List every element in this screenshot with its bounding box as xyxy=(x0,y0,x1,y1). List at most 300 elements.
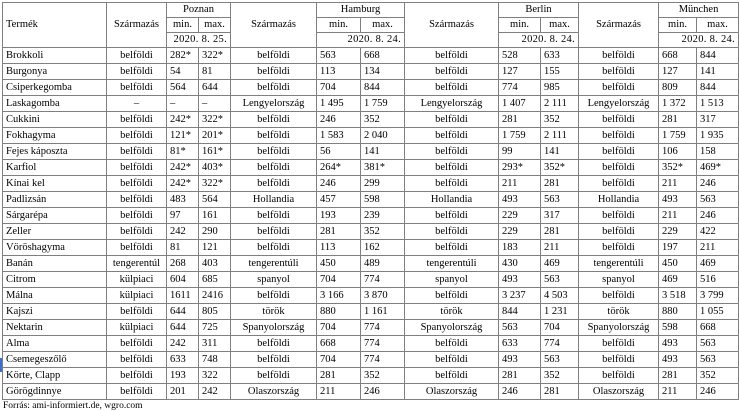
origin-cell: belföldi xyxy=(107,64,167,80)
origin-cell: belföldi xyxy=(405,128,499,144)
origin-cell: belföldi xyxy=(579,128,659,144)
max-price-cell: 352 xyxy=(541,112,579,128)
min-price-cell: 1 407 xyxy=(499,96,541,112)
max-price-cell: 985 xyxy=(541,80,579,96)
origin-cell: belföldi xyxy=(579,224,659,240)
max-price-cell: 242 xyxy=(199,384,231,400)
origin-cell: török xyxy=(405,304,499,320)
min-price-cell: 352* xyxy=(659,160,697,176)
max-price-cell: 352 xyxy=(697,368,739,384)
product-name: Málna xyxy=(3,288,107,304)
min-price-cell: 242* xyxy=(167,112,199,128)
max-price-cell: 469* xyxy=(697,160,739,176)
source-note: Forrás: ami-informiert.de, wgro.com xyxy=(3,401,143,411)
price-table xyxy=(2,2,739,400)
min-price-cell: 1 759 xyxy=(659,128,697,144)
min-price-cell: 704 xyxy=(317,80,361,96)
table-row xyxy=(3,304,739,320)
header-origin-poznan: Származás xyxy=(107,3,167,48)
table-row xyxy=(3,128,739,144)
origin-cell: belföldi xyxy=(579,80,659,96)
max-price-cell: 774 xyxy=(541,336,579,352)
origin-cell: Hollandia xyxy=(231,192,317,208)
max-price-cell: 2 111 xyxy=(541,128,579,144)
min-price-cell: 644 xyxy=(167,304,199,320)
origin-cell: belföldi xyxy=(107,208,167,224)
origin-cell: belföldi xyxy=(107,144,167,160)
origin-cell: belföldi xyxy=(579,352,659,368)
table-row xyxy=(3,272,739,288)
max-price-cell: 598 xyxy=(361,192,405,208)
min-price-cell: 281 xyxy=(659,112,697,128)
origin-cell: Spanyolország xyxy=(579,320,659,336)
min-price-cell: 844 xyxy=(499,304,541,320)
max-price-cell: 155 xyxy=(541,64,579,80)
table-row xyxy=(3,336,739,352)
origin-cell: Spanyolország xyxy=(231,320,317,336)
max-price-cell: 381* xyxy=(361,160,405,176)
min-price-cell: 281 xyxy=(659,368,697,384)
max-price-cell: 281 xyxy=(541,224,579,240)
min-price-cell: 193 xyxy=(167,368,199,384)
origin-cell: spanyol xyxy=(405,272,499,288)
origin-cell: belföldi xyxy=(579,336,659,352)
max-price-cell: 844 xyxy=(361,80,405,96)
product-name: Alma xyxy=(3,336,107,352)
min-price-cell: 704 xyxy=(317,320,361,336)
max-price-cell: 352 xyxy=(361,368,405,384)
max-price-cell: 564 xyxy=(199,192,231,208)
max-price-cell: 1 935 xyxy=(697,128,739,144)
min-price-cell: 81 xyxy=(167,240,199,256)
min-price-cell: 282* xyxy=(167,48,199,64)
table-row xyxy=(3,368,739,384)
min-price-cell: 264* xyxy=(317,160,361,176)
min-price-cell: 56 xyxy=(317,144,361,160)
max-price-cell: 1 513 xyxy=(697,96,739,112)
origin-cell: belföldi xyxy=(231,240,317,256)
max-price-cell: 644 xyxy=(199,80,231,96)
origin-cell: spanyol xyxy=(579,272,659,288)
table-row xyxy=(3,112,739,128)
origin-cell: belföldi xyxy=(107,384,167,400)
price-table-container xyxy=(2,2,736,411)
min-price-cell: 1 372 xyxy=(659,96,697,112)
origin-cell: belföldi xyxy=(107,240,167,256)
origin-cell: Hollandia xyxy=(405,192,499,208)
header-max: max. xyxy=(199,18,231,33)
min-price-cell: 229 xyxy=(499,224,541,240)
max-price-cell: 422 xyxy=(697,224,739,240)
table-row xyxy=(3,160,739,176)
min-price-cell: 211 xyxy=(659,384,697,400)
header-origin-hamburg: Származás xyxy=(231,3,317,48)
min-price-cell: 3 518 xyxy=(659,288,697,304)
min-price-cell: 281 xyxy=(317,368,361,384)
max-price-cell: 403* xyxy=(199,160,231,176)
header-row-city xyxy=(3,3,739,18)
table-row xyxy=(3,320,739,336)
min-price-cell: 493 xyxy=(499,272,541,288)
max-price-cell: 563 xyxy=(541,352,579,368)
max-price-cell: 352 xyxy=(541,368,579,384)
max-price-cell: 134 xyxy=(361,64,405,80)
max-price-cell: 121 xyxy=(199,240,231,256)
origin-cell: belföldi xyxy=(579,368,659,384)
product-name: Citrom xyxy=(3,272,107,288)
origin-cell: belföldi xyxy=(107,336,167,352)
max-price-cell: 201* xyxy=(199,128,231,144)
header-max: max. xyxy=(697,18,739,33)
max-price-cell: 3 870 xyxy=(361,288,405,304)
min-price-cell: 193 xyxy=(317,208,361,224)
product-name: Csemegeszőlő xyxy=(3,352,107,368)
min-price-cell: 469 xyxy=(659,272,697,288)
city-berlin: Berlin xyxy=(499,3,579,18)
origin-cell: Olaszország xyxy=(405,384,499,400)
min-price-cell: 113 xyxy=(317,240,361,256)
product-name: Karfiol xyxy=(3,160,107,176)
min-price-cell: 493 xyxy=(499,192,541,208)
max-price-cell: 317 xyxy=(697,112,739,128)
table-row xyxy=(3,224,739,240)
min-price-cell: 774 xyxy=(499,80,541,96)
origin-cell: belföldi xyxy=(231,160,317,176)
product-name: Banán xyxy=(3,256,107,272)
product-name: Csiperkegomba xyxy=(3,80,107,96)
min-price-cell: 880 xyxy=(317,304,361,320)
product-name: Fejes káposzta xyxy=(3,144,107,160)
min-price-cell: 528 xyxy=(499,48,541,64)
max-price-cell: 1 161 xyxy=(361,304,405,320)
min-price-cell: 81* xyxy=(167,144,199,160)
min-price-cell: 268 xyxy=(167,256,199,272)
origin-cell: belföldi xyxy=(579,176,659,192)
min-price-cell: 633 xyxy=(167,352,199,368)
max-price-cell: 158 xyxy=(697,144,739,160)
min-price-cell: 281 xyxy=(317,224,361,240)
date-hamburg: 2020. 8. 24. xyxy=(317,33,405,48)
product-name: Laskagomba xyxy=(3,96,107,112)
max-price-cell: 774 xyxy=(361,272,405,288)
max-price-cell: 161* xyxy=(199,144,231,160)
max-price-cell: 1 759 xyxy=(361,96,405,112)
max-price-cell: 239 xyxy=(361,208,405,224)
origin-cell: belföldi xyxy=(107,368,167,384)
product-name: Görögdinnye xyxy=(3,384,107,400)
max-price-cell: 844 xyxy=(697,80,739,96)
origin-cell: Olaszország xyxy=(231,384,317,400)
origin-cell: Lengyelország xyxy=(405,96,499,112)
max-price-cell: 322* xyxy=(199,176,231,192)
origin-cell: belföldi xyxy=(405,336,499,352)
min-price-cell: 197 xyxy=(659,240,697,256)
min-price-cell: 246 xyxy=(499,384,541,400)
max-price-cell: 2 111 xyxy=(541,96,579,112)
max-price-cell: 352 xyxy=(361,112,405,128)
min-price-cell: 598 xyxy=(659,320,697,336)
max-price-cell: 4 503 xyxy=(541,288,579,304)
max-price-cell: 322 xyxy=(199,368,231,384)
min-price-cell: 493 xyxy=(659,352,697,368)
min-price-cell: 201 xyxy=(167,384,199,400)
city-poznan: Poznan xyxy=(167,3,231,18)
min-price-cell: 127 xyxy=(499,64,541,80)
origin-cell: tengerentúli xyxy=(579,256,659,272)
product-name: Cukkini xyxy=(3,112,107,128)
max-price-cell: 668 xyxy=(697,320,739,336)
max-price-cell: 489 xyxy=(361,256,405,272)
city-hamburg: Hamburg xyxy=(317,3,405,18)
max-price-cell: 748 xyxy=(199,352,231,368)
max-price-cell: 774 xyxy=(361,336,405,352)
origin-cell: belföldi xyxy=(405,224,499,240)
origin-cell: belföldi xyxy=(579,288,659,304)
max-price-cell: 3 799 xyxy=(697,288,739,304)
product-name: Brokkoli xyxy=(3,48,107,64)
min-price-cell: 564 xyxy=(167,80,199,96)
table-row xyxy=(3,144,739,160)
origin-cell: belföldi xyxy=(231,208,317,224)
origin-cell: belföldi xyxy=(231,112,317,128)
max-price-cell: 704 xyxy=(541,320,579,336)
max-price-cell: 1 231 xyxy=(541,304,579,320)
product-name: Burgonya xyxy=(3,64,107,80)
table-row xyxy=(3,80,739,96)
header-max: max. xyxy=(361,18,405,33)
origin-cell: tengerentúli xyxy=(231,256,317,272)
min-price-cell: 211 xyxy=(499,176,541,192)
origin-cell: török xyxy=(231,304,317,320)
text-cursor xyxy=(0,358,2,372)
origin-cell: belföldi xyxy=(231,64,317,80)
origin-cell: belföldi xyxy=(405,352,499,368)
max-price-cell: 563 xyxy=(541,192,579,208)
origin-cell: belföldi xyxy=(107,160,167,176)
origin-cell: belföldi xyxy=(405,160,499,176)
table-row xyxy=(3,208,739,224)
max-price-cell: 469 xyxy=(697,256,739,272)
product-name: Kínai kel xyxy=(3,176,107,192)
origin-cell: belföldi xyxy=(107,304,167,320)
min-price-cell: 1 759 xyxy=(499,128,541,144)
origin-cell: Lengyelország xyxy=(231,96,317,112)
origin-cell: külpiaci xyxy=(107,288,167,304)
origin-cell: Spanyolország xyxy=(405,320,499,336)
max-price-cell: 774 xyxy=(361,320,405,336)
min-price-cell: 704 xyxy=(317,352,361,368)
max-price-cell: 685 xyxy=(199,272,231,288)
min-price-cell: – xyxy=(167,96,199,112)
date-berlin: 2020. 8. 24. xyxy=(499,33,579,48)
max-price-cell: 317 xyxy=(541,208,579,224)
min-price-cell: 450 xyxy=(659,256,697,272)
max-price-cell: 563 xyxy=(697,192,739,208)
product-name: Kajszi xyxy=(3,304,107,320)
min-price-cell: 229 xyxy=(659,224,697,240)
max-price-cell: 774 xyxy=(361,352,405,368)
origin-cell: külpiaci xyxy=(107,272,167,288)
min-price-cell: 1 495 xyxy=(317,96,361,112)
max-price-cell: 81 xyxy=(199,64,231,80)
min-price-cell: 809 xyxy=(659,80,697,96)
origin-cell: belföldi xyxy=(107,352,167,368)
min-price-cell: 246 xyxy=(317,112,361,128)
origin-cell: belföldi xyxy=(405,144,499,160)
min-price-cell: 183 xyxy=(499,240,541,256)
origin-cell: belföldi xyxy=(579,240,659,256)
table-row xyxy=(3,64,739,80)
origin-cell: belföldi xyxy=(579,144,659,160)
product-name: Körte, Clapp xyxy=(3,368,107,384)
min-price-cell: 483 xyxy=(167,192,199,208)
product-name: Nektarin xyxy=(3,320,107,336)
min-price-cell: 493 xyxy=(659,336,697,352)
product-name: Padlizsán xyxy=(3,192,107,208)
max-price-cell: 1 055 xyxy=(697,304,739,320)
date-poznan: 2020. 8. 25. xyxy=(167,33,231,48)
min-price-cell: 106 xyxy=(659,144,697,160)
origin-cell: török xyxy=(579,304,659,320)
origin-cell: belföldi xyxy=(231,224,317,240)
max-price-cell: 2 040 xyxy=(361,128,405,144)
min-price-cell: 704 xyxy=(317,272,361,288)
min-price-cell: 211 xyxy=(659,176,697,192)
origin-cell: belföldi xyxy=(231,48,317,64)
max-price-cell: 290 xyxy=(199,224,231,240)
origin-cell: belföldi xyxy=(405,208,499,224)
table-row xyxy=(3,192,739,208)
city-munchen: München xyxy=(659,3,739,18)
header-origin-munchen: Származás xyxy=(579,3,659,48)
table-row xyxy=(3,96,739,112)
min-price-cell: 430 xyxy=(499,256,541,272)
origin-cell: Lengyelország xyxy=(579,96,659,112)
table-row xyxy=(3,48,739,64)
table-row xyxy=(3,384,739,400)
origin-cell: belföldi xyxy=(231,288,317,304)
origin-cell: belföldi xyxy=(107,48,167,64)
min-price-cell: 880 xyxy=(659,304,697,320)
origin-cell: belföldi xyxy=(405,112,499,128)
origin-cell: belföldi xyxy=(405,288,499,304)
max-price-cell: 322* xyxy=(199,48,231,64)
min-price-cell: 281 xyxy=(499,112,541,128)
min-price-cell: 563 xyxy=(499,320,541,336)
max-price-cell: 469 xyxy=(541,256,579,272)
min-price-cell: 211 xyxy=(317,384,361,400)
min-price-cell: 229 xyxy=(499,208,541,224)
min-price-cell: 3 166 xyxy=(317,288,361,304)
min-price-cell: 668 xyxy=(659,48,697,64)
table-row xyxy=(3,256,739,272)
origin-cell: belföldi xyxy=(579,208,659,224)
max-price-cell: 141 xyxy=(541,144,579,160)
origin-cell: belföldi xyxy=(405,80,499,96)
header-min: min. xyxy=(317,18,361,33)
max-price-cell: 211 xyxy=(541,240,579,256)
origin-cell: – xyxy=(107,96,167,112)
min-price-cell: 1611 xyxy=(167,288,199,304)
origin-cell: belföldi xyxy=(107,80,167,96)
header-min: min. xyxy=(499,18,541,33)
max-price-cell: 805 xyxy=(199,304,231,320)
origin-cell: belföldi xyxy=(579,48,659,64)
max-price-cell: 563 xyxy=(697,336,739,352)
min-price-cell: 242* xyxy=(167,176,199,192)
origin-cell: belföldi xyxy=(405,368,499,384)
max-price-cell: 141 xyxy=(361,144,405,160)
max-price-cell: 844 xyxy=(697,48,739,64)
max-price-cell: 246 xyxy=(697,384,739,400)
origin-cell: belföldi xyxy=(579,112,659,128)
max-price-cell: – xyxy=(199,96,231,112)
header-min: min. xyxy=(659,18,697,33)
max-price-cell: 141 xyxy=(697,64,739,80)
origin-cell: Hollandia xyxy=(579,192,659,208)
min-price-cell: 3 237 xyxy=(499,288,541,304)
min-price-cell: 563 xyxy=(317,48,361,64)
origin-cell: belföldi xyxy=(231,352,317,368)
header-origin-berlin: Származás xyxy=(405,3,499,48)
min-price-cell: 242 xyxy=(167,224,199,240)
origin-cell: belföldi xyxy=(405,240,499,256)
product-name: Fokhagyma xyxy=(3,128,107,144)
max-price-cell: 563 xyxy=(541,272,579,288)
min-price-cell: 97 xyxy=(167,208,199,224)
min-price-cell: 127 xyxy=(659,64,697,80)
max-price-cell: 246 xyxy=(697,176,739,192)
origin-cell: belföldi xyxy=(231,144,317,160)
table-row xyxy=(3,240,739,256)
table-row xyxy=(3,288,739,304)
product-name: Zeller xyxy=(3,224,107,240)
max-price-cell: 162 xyxy=(361,240,405,256)
max-price-cell: 633 xyxy=(541,48,579,64)
max-price-cell: 725 xyxy=(199,320,231,336)
min-price-cell: 1 583 xyxy=(317,128,361,144)
origin-cell: belföldi xyxy=(579,160,659,176)
max-price-cell: 563 xyxy=(697,352,739,368)
max-price-cell: 246 xyxy=(361,384,405,400)
origin-cell: belföldi xyxy=(107,176,167,192)
origin-cell: tengerentúli xyxy=(405,256,499,272)
table-row xyxy=(3,352,739,368)
min-price-cell: 644 xyxy=(167,320,199,336)
min-price-cell: 457 xyxy=(317,192,361,208)
max-price-cell: 516 xyxy=(697,272,739,288)
max-price-cell: 352* xyxy=(541,160,579,176)
min-price-cell: 668 xyxy=(317,336,361,352)
max-price-cell: 281 xyxy=(541,384,579,400)
min-price-cell: 633 xyxy=(499,336,541,352)
max-price-cell: 299 xyxy=(361,176,405,192)
min-price-cell: 242 xyxy=(167,336,199,352)
header-max: max. xyxy=(541,18,579,33)
max-price-cell: 2416 xyxy=(199,288,231,304)
min-price-cell: 99 xyxy=(499,144,541,160)
min-price-cell: 293* xyxy=(499,160,541,176)
origin-cell: belföldi xyxy=(107,112,167,128)
max-price-cell: 311 xyxy=(199,336,231,352)
max-price-cell: 246 xyxy=(697,208,739,224)
min-price-cell: 281 xyxy=(499,368,541,384)
product-name: Vöröshagyma xyxy=(3,240,107,256)
origin-cell: belföldi xyxy=(405,176,499,192)
max-price-cell: 211 xyxy=(697,240,739,256)
date-munchen: 2020. 8. 24. xyxy=(659,33,739,48)
origin-cell: belföldi xyxy=(579,64,659,80)
